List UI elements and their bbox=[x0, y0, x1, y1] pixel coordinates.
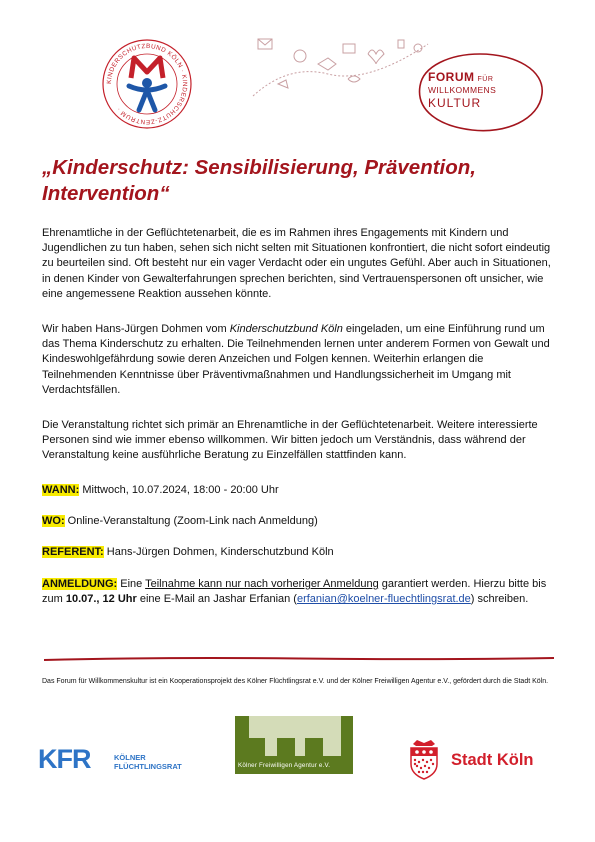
p2-text-b: eingeladen, um eine Einführung rund um das Thema Kinderschutz zu erhalten. Die Teilnehmenden lernen unter anderem Formen von Gewalt und Kindeswohlgefährdung sowie deren Anzeichen und Folgen kennen. Weiterhin erlangen die Teilnehmenden Kenntnisse über Präventivmaßnahmen und Handlungssicherheit im Umgang mit Verdachtsfällen. bbox=[42, 323, 550, 396]
kfa-logo bbox=[235, 716, 353, 774]
forum-small: FÜR bbox=[477, 76, 494, 83]
speaker-value: Hans-Jürgen Dohmen, Kinderschutzbund Köln bbox=[103, 546, 334, 558]
registration-text-d: ) schreiben. bbox=[470, 593, 529, 606]
stadt-koeln-logo bbox=[405, 740, 555, 780]
registration-text-b: garantiert werden. Hierzu bitte bis zum bbox=[42, 578, 547, 606]
kinderschutzbund-logo bbox=[101, 38, 193, 130]
p2-org: Kinderschutzbund Köln bbox=[229, 323, 343, 335]
forum-line3: KULTUR bbox=[428, 96, 482, 110]
speaker-label: REFERENT: bbox=[42, 546, 104, 558]
decorative-lineart bbox=[248, 34, 433, 104]
kfr-logo bbox=[38, 742, 228, 776]
email-link[interactable]: erfanian@koelner-fluechtlingsrat.de bbox=[296, 593, 471, 606]
p2-text-a: Wir haben Hans-Jürgen Dohmen vom bbox=[42, 323, 230, 335]
registration-line bbox=[42, 577, 552, 607]
koeln-text: Stadt Köln bbox=[451, 751, 534, 769]
intro-paragraph: Ehrenamtliche in der Geflüchtetenarbeit, die es im Rahmen ihres Engagements mit Kindern und Jugendlichen zu tun haben, sehen sich nicht selten mit Situationen konfrontiert, die nicht sofort eindeutig zu beurteilen sind. Oft besteht nur ein vager Verdacht oder ein ungutes Gefühl. Aber auch in Situationen, in denen Kinder von Gewalterfahrungen sprechen berichten, sind Vertrauenspersonen oft unsicher, wie eine angemessene Reaktion aussehen könnte. bbox=[42, 227, 551, 300]
speaker-line bbox=[42, 545, 552, 560]
page-title: „Kinderschutz: Sensibilisierung, Prävention, Intervention“ bbox=[42, 156, 476, 205]
registration-deadline: 10.07., 12 Uhr bbox=[65, 593, 137, 606]
kfa-text: Kölner Freiwilligen Agentur e.V. bbox=[238, 762, 331, 769]
forum-line2: WILLKOMMENS bbox=[428, 85, 497, 95]
speaker-paragraph bbox=[42, 322, 552, 398]
when-line bbox=[42, 483, 552, 498]
koeln-crest-icon bbox=[405, 740, 443, 780]
when-value: Mittwoch, 10.07.2024, 18:00 - 20:00 Uhr bbox=[79, 484, 279, 496]
kfr-line2: FLÜCHTLINGSRAT bbox=[114, 762, 182, 771]
ksb-ring-text: KINDERSCHUTZBUND KÖLN · KINDERSCHUTZ-ZENTRUM · bbox=[105, 42, 189, 126]
registration-label: ANMELDUNG: bbox=[42, 578, 118, 590]
forum-willkommenskultur-logo bbox=[410, 48, 550, 138]
footer-text: Das Forum für Willkommenskultur ist ein Kooperationsprojekt des Kölner Flüchtlingsrat e.V. und der Kölner Freiwilligen Agentur e.V., gefördert durch die Stadt Köln. bbox=[42, 678, 549, 685]
forum-line1: FORUM bbox=[428, 70, 475, 84]
where-line bbox=[42, 514, 552, 529]
kfr-mark: KFR bbox=[38, 744, 91, 774]
registration-condition: Teilnahme kann nur nach vorheriger Anmeldung bbox=[145, 578, 379, 590]
where-label: WO: bbox=[42, 515, 65, 527]
audience-paragraph: Die Veranstaltung richtet sich primär an Ehrenamtliche in der Geflüchtetenarbeit. Weitere interessierte Personen sind wie immer ebenso willkommen. Wir bitten jedoch um Verständnis, dass während der Veranstaltung keine ausführliche Beratung zu Einzelfällen stattfinden kann. bbox=[42, 419, 538, 462]
where-value: Online-Veranstaltung (Zoom-Link nach Anmeldung) bbox=[64, 515, 318, 527]
kfr-line1: KÖLNER bbox=[114, 753, 146, 762]
when-label: WANN: bbox=[42, 484, 80, 496]
registration-text-a: Eine bbox=[117, 578, 146, 590]
registration-text-c: eine E-Mail an Jashar Erfanian ( bbox=[136, 593, 297, 606]
footer-divider bbox=[44, 655, 554, 663]
